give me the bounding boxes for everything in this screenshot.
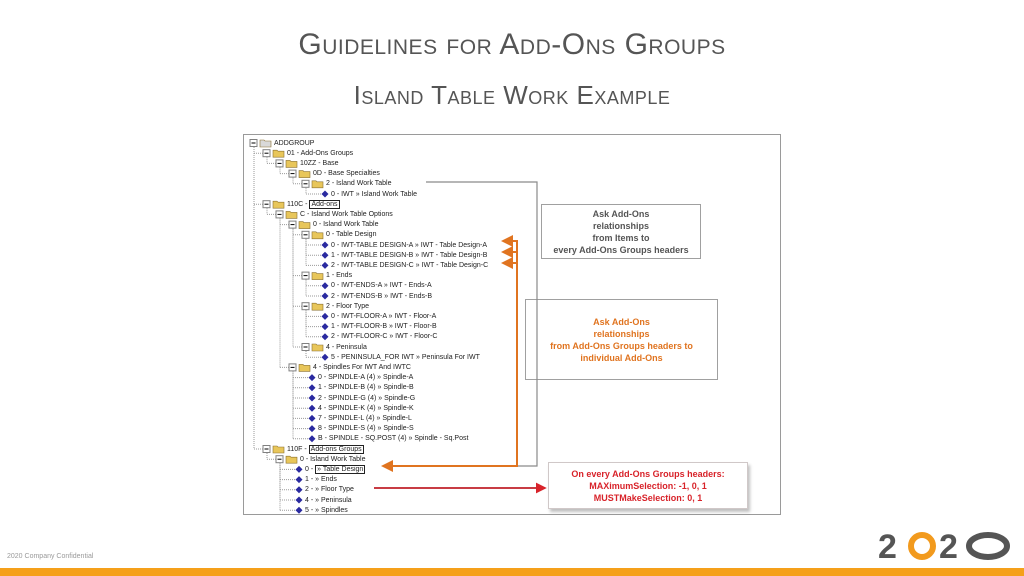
diamond-item-icon bbox=[296, 486, 303, 493]
tree-node-prefix: 0 - bbox=[305, 465, 316, 473]
note-line: relationships bbox=[592, 220, 649, 231]
tree-node-label[interactable]: 1 - » Ends bbox=[305, 476, 337, 484]
tree-node-label[interactable]: C - Island Work Table Options bbox=[300, 210, 393, 218]
svg-text:2: 2 bbox=[939, 529, 958, 563]
folder-icon bbox=[273, 446, 284, 453]
tree-node-label[interactable]: 0 - SPINDLE-A (4) » Spindle-A bbox=[318, 374, 414, 382]
tree-node-label[interactable]: 0 - IWT-FLOOR-A » IWT - Floor-A bbox=[331, 312, 437, 320]
diamond-item-icon bbox=[296, 507, 303, 514]
tree-node-label[interactable]: 01 - Add-Ons Groups bbox=[287, 149, 354, 157]
diamond-item-icon bbox=[322, 293, 329, 300]
tree-node-label[interactable]: ADDGROUP bbox=[274, 139, 315, 147]
tree-node-label[interactable]: 4 - Peninsula bbox=[326, 343, 367, 351]
note-line: On every Add-Ons Groups headers: bbox=[571, 468, 725, 479]
diamond-item-icon bbox=[309, 384, 316, 391]
folder-icon bbox=[312, 181, 323, 188]
tree-node-label[interactable]: 8 - SPINDLE-S (4) » Spindle-S bbox=[318, 425, 414, 433]
tree-node-prefix: 110F - bbox=[287, 445, 309, 453]
bottom-accent-bar bbox=[0, 568, 1024, 576]
note-line: MUSTMakeSelection: 0, 1 bbox=[593, 492, 703, 503]
highlighted-node-text: Add-ons Groups bbox=[310, 445, 362, 453]
folder-icon bbox=[286, 160, 297, 167]
diamond-item-icon bbox=[296, 497, 303, 504]
folder-icon bbox=[299, 364, 310, 371]
folder-icon bbox=[299, 171, 310, 178]
tree-node-label[interactable]: 5 - » Spindles bbox=[305, 506, 348, 514]
diamond-item-icon bbox=[322, 282, 329, 289]
tree-node-label[interactable]: 0D - Base Specialties bbox=[313, 170, 380, 178]
tree-node-label[interactable]: 1 - IWT-FLOOR-B » IWT - Floor-B bbox=[331, 323, 437, 331]
diamond-item-icon bbox=[309, 415, 316, 422]
svg-text:2: 2 bbox=[878, 529, 897, 563]
tree-node-label[interactable]: 4 - SPINDLE-K (4) » Spindle-K bbox=[318, 404, 414, 412]
folder-icon bbox=[286, 456, 297, 463]
tree-node-label[interactable]: 2 - Floor Type bbox=[326, 302, 370, 310]
folder-icon bbox=[312, 232, 323, 239]
note-line: every Add-Ons Groups headers bbox=[553, 244, 689, 255]
tree-node-label[interactable] bbox=[305, 465, 365, 474]
note-line: MAXimumSelection: -1, 0, 1 bbox=[589, 480, 707, 491]
root-icon bbox=[260, 140, 271, 147]
diamond-item-icon bbox=[309, 405, 316, 412]
highlighted-node-text: » Table Design bbox=[317, 465, 364, 473]
highlighted-node-text: Add-ons bbox=[311, 200, 338, 208]
tree-node-label[interactable]: 2 - IWT-TABLE DESIGN-C » IWT - Table Design-C bbox=[331, 261, 489, 269]
tree-node-prefix: 110C - bbox=[287, 200, 310, 208]
tree-node-label[interactable] bbox=[287, 200, 340, 209]
tree-node-label[interactable]: 4 - » Peninsula bbox=[305, 496, 352, 504]
note-line: from Add-Ons Groups headers to bbox=[550, 340, 693, 351]
note-line: from Items to bbox=[592, 232, 650, 243]
diamond-item-icon bbox=[322, 313, 329, 320]
tree-node-label[interactable] bbox=[287, 445, 364, 454]
note-items-to-groups bbox=[541, 204, 701, 259]
tree-node-label[interactable]: 0 - IWT » Island Work Table bbox=[331, 190, 417, 198]
tree-node-label[interactable]: 0 - Island Work Table bbox=[313, 221, 379, 229]
diamond-item-icon bbox=[309, 395, 316, 402]
tree-node-label[interactable]: 10ZZ - Base bbox=[300, 159, 339, 167]
footer-confidential: 2020 Company Confidential bbox=[7, 553, 94, 560]
folder-icon bbox=[299, 222, 310, 229]
tree-node-label[interactable]: 5 - PENINSULA_FOR IWT » Peninsula For IWT bbox=[331, 353, 480, 361]
diamond-item-icon bbox=[322, 354, 329, 361]
diamond-item-icon bbox=[296, 466, 303, 473]
tree-node-label[interactable]: 1 - Ends bbox=[326, 272, 353, 280]
folder-icon bbox=[312, 344, 323, 351]
tree-node-label[interactable]: 4 - Spindles For IWT And IWTC bbox=[313, 363, 411, 371]
note-groups-to-addons bbox=[525, 299, 718, 380]
note-selection-rules bbox=[548, 462, 748, 509]
diamond-item-icon bbox=[322, 252, 329, 259]
folder-icon bbox=[273, 201, 284, 208]
folder-icon bbox=[312, 303, 323, 310]
tree-node-label[interactable]: 1 - IWT-TABLE DESIGN-B » IWT - Table Design-B bbox=[331, 251, 488, 259]
note-line: Ask Add-Ons bbox=[592, 208, 650, 219]
slide-subtitle: Island Table Work Example bbox=[353, 80, 671, 110]
tree-node-label[interactable]: 2 - Island Work Table bbox=[326, 180, 392, 188]
company-logo bbox=[878, 529, 1012, 563]
folder-icon bbox=[312, 273, 323, 280]
tree-node-label[interactable]: 1 - SPINDLE-B (4) » Spindle-B bbox=[318, 384, 414, 392]
tree-node-label[interactable]: 0 - IWT-TABLE DESIGN-A » IWT - Table Design-A bbox=[331, 241, 487, 249]
note-line: individual Add-Ons bbox=[580, 352, 663, 363]
tree-node-label[interactable]: 2 - IWT-ENDS-B » IWT - Ends-B bbox=[331, 292, 432, 300]
tree-node-label[interactable]: 0 - IWT-ENDS-A » IWT - Ends-A bbox=[331, 282, 432, 290]
diamond-item-icon bbox=[309, 435, 316, 442]
diamond-item-icon bbox=[296, 476, 303, 483]
tree-node-label[interactable]: 2 - » Floor Type bbox=[305, 486, 354, 494]
folder-icon bbox=[286, 211, 297, 218]
diamond-item-icon bbox=[322, 191, 329, 198]
tree-node-label[interactable]: B - SPINDLE - SQ.POST (4) » Spindle - Sq.Post bbox=[318, 435, 469, 443]
tree-node-label[interactable]: 7 - SPINDLE-L (4) » Spindle-L bbox=[318, 414, 412, 422]
diamond-item-icon bbox=[322, 323, 329, 330]
slide-title: Guidelines for Add-Ons Groups bbox=[298, 28, 726, 61]
diamond-item-icon bbox=[322, 242, 329, 249]
diamond-item-icon bbox=[309, 374, 316, 381]
tree-node-label[interactable]: 0 - Table Design bbox=[326, 231, 377, 239]
diamond-item-icon bbox=[322, 262, 329, 269]
diamond-item-icon bbox=[322, 333, 329, 340]
tree-node-label[interactable]: 0 - Island Work Table bbox=[300, 455, 366, 463]
tree-node-label[interactable]: 2 - SPINDLE-G (4) » Spindle-G bbox=[318, 394, 416, 402]
note-line: relationships bbox=[593, 328, 650, 339]
folder-icon bbox=[273, 150, 284, 157]
diamond-item-icon bbox=[309, 425, 316, 432]
note-line: Ask Add-Ons bbox=[593, 316, 650, 327]
tree-node-label[interactable]: 2 - IWT-FLOOR-C » IWT - Floor-C bbox=[331, 333, 438, 341]
